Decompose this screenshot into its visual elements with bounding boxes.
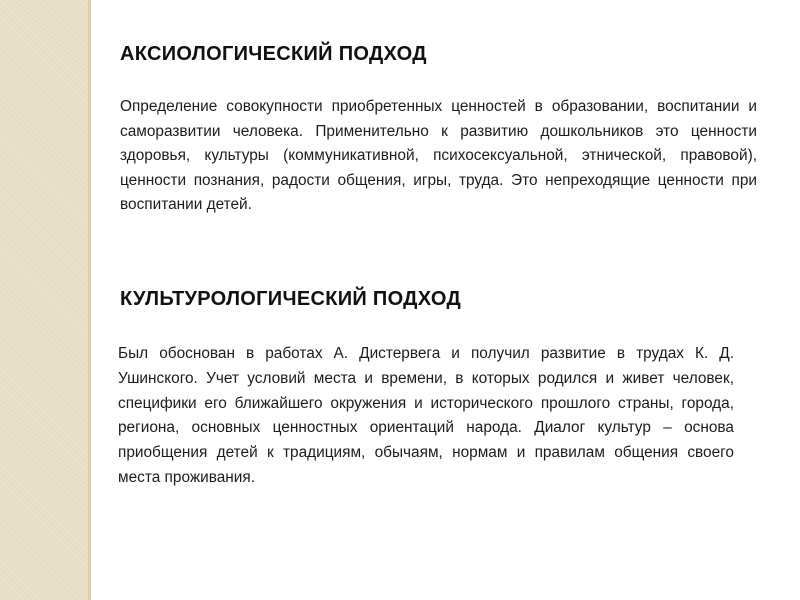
section-heading-culturological: КУЛЬТУРОЛОГИЧЕСКИЙ ПОДХОД bbox=[120, 288, 461, 310]
section-text-axiological: Определение совокупности приобретенных ценностей в образовании, воспитании и саморазвитии человека. Применительно к развитию дошкольников это ценности здоровья, культуры (коммуникативной, психосексуальной, этнической, правовой), ценности познания, радости общения, игры, труда. Это непреходящие ценности при воспитании детей. bbox=[120, 98, 757, 214]
section-heading-axiological: АКСИОЛОГИЧЕСКИЙ ПОДХОД bbox=[120, 43, 427, 65]
section-text-culturological: Был обоснован в работах А. Дистервега и получил развитие в трудах К. Д. Ушинского. Учет условий места и времени, в которых родился и живет человек, специфики его ближайшего окружения и исторического прошлого страны, города, региона, основных ценностных ориентаций народа. Диалог культур – основа приобщения детей к традициям, обычаям, нормам и правилам общения своего места проживания. bbox=[118, 345, 734, 486]
decorative-side-stripe bbox=[0, 0, 88, 600]
side-stripe-edge bbox=[88, 0, 91, 600]
